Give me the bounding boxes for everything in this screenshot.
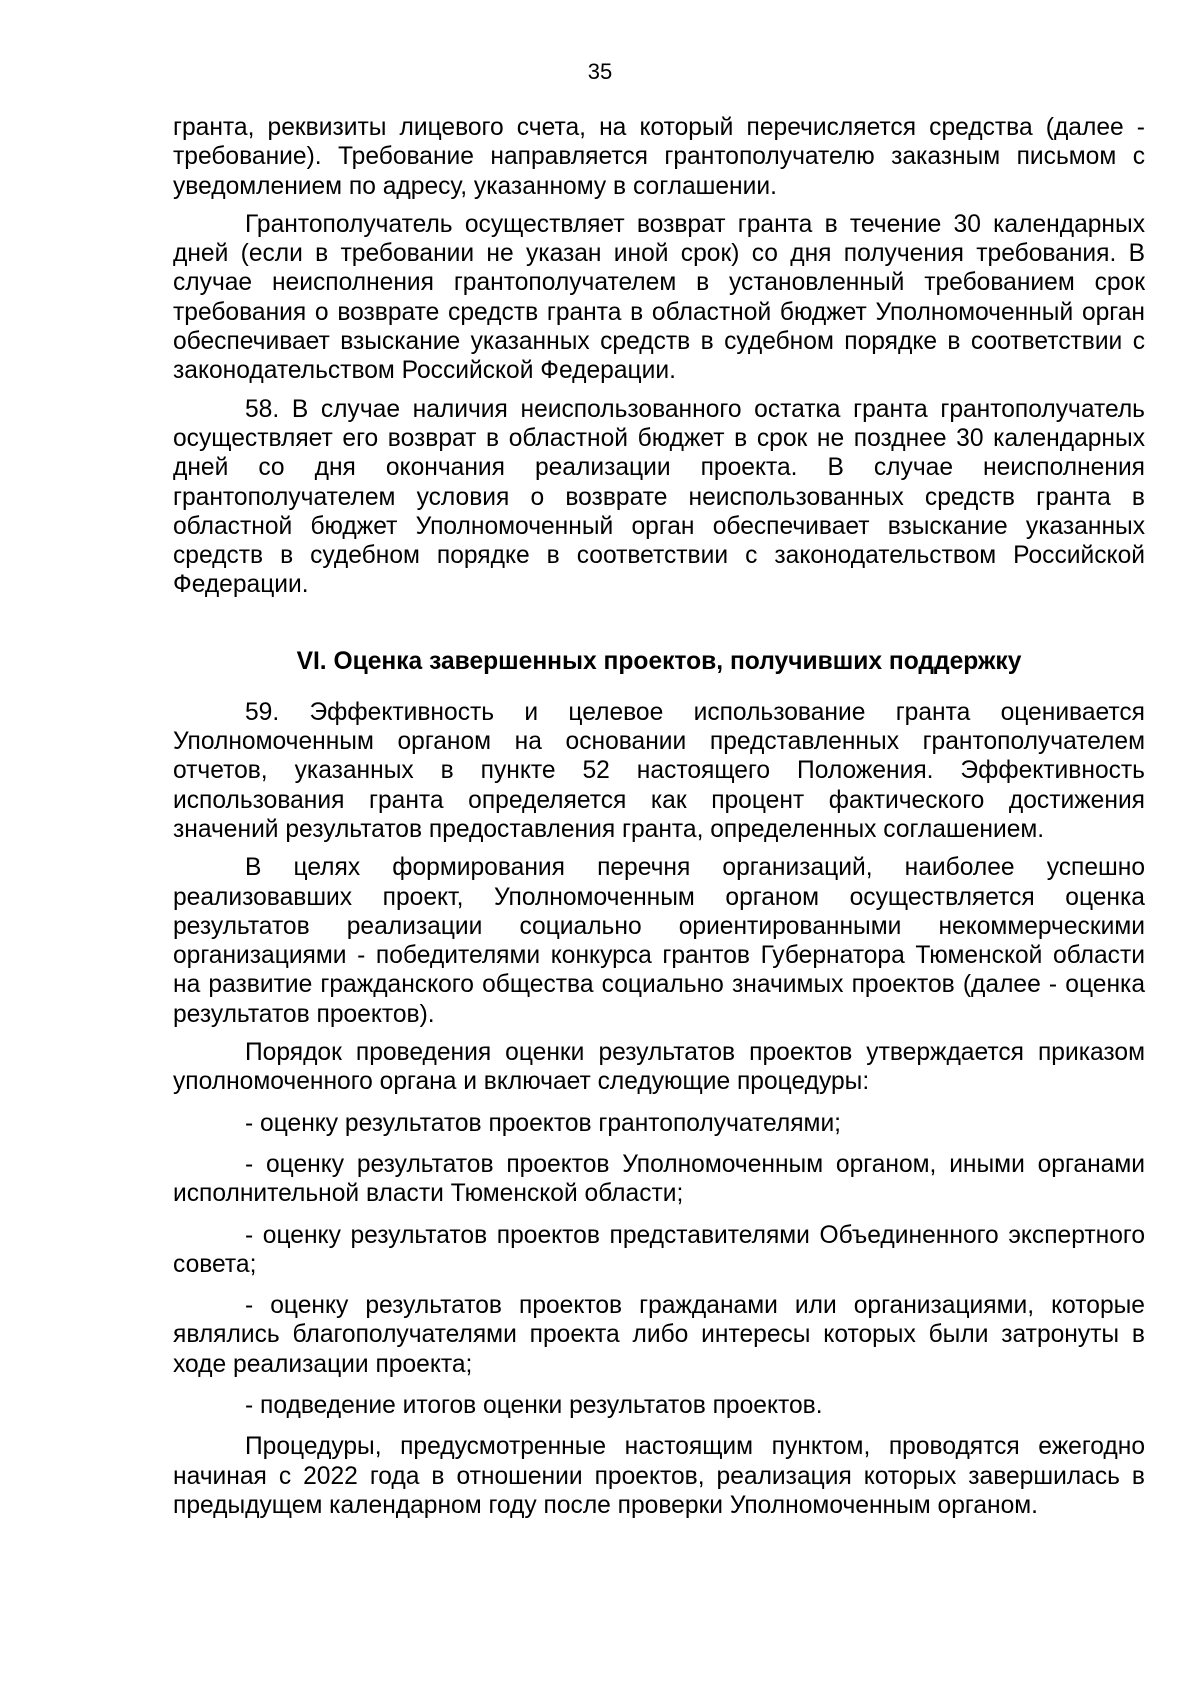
- list-item-citizens: - оценку результатов проектов гражданами или организациями, которые являлись благополучателями проекта либо интересы которых были затронуты в ходе реализации проекта;: [173, 1292, 1145, 1378]
- paragraph-item-59: 59. Эффективность и целевое использование гранта оценивается Уполномоченным органом на основании представленных грантополучателем отчетов, указанных в пункте 52 настоящего Положения. Эффективность использования гранта определяется как процент фактического достижения значений результатов предоставления гранта, определенных соглашением.: [173, 698, 1145, 843]
- document-body: [173, 113, 1145, 1520]
- paragraph-item-58: 58. В случае наличия неиспользованного остатка гранта грантополучатель осуществляет его возврат в областной бюджет в срок не позднее 30 календарных дней со дня окончания реализации проекта. В случае неисполнения грантополучателем условия о возврате неиспользованных средств гранта в областной бюджет Уполномоченный орган обеспечивает взыскание указанных средств в судебном порядке в соответствии с законодательством Российской Федерации.: [173, 395, 1145, 599]
- paragraph-grant-return: Грантополучатель осуществляет возврат гранта в течение 30 календарных дней (если в требовании не указан иной срок) со дня получения требования. В случае неисполнения грантополучателем в установленный требованием срок требования о возврате средств гранта в областной бюджет Уполномоченный орган обеспечивает взыскание указанных средств в судебном порядке в соответствии с законодательством Российской Федерации.: [173, 210, 1145, 385]
- list-item-authority: - оценку результатов проектов Уполномоченным органом, иными органами исполнительной власти Тюменской области;: [173, 1150, 1145, 1208]
- paragraph-evaluation-procedure: Порядок проведения оценки результатов проектов утверждается приказом уполномоченного органа и включает следующие процедуры:: [173, 1039, 1145, 1096]
- list-item-expert-council: - оценку результатов проектов представителями Объединенного экспертного совета;: [173, 1221, 1145, 1278]
- list-item-summary: - подведение итогов оценки результатов проектов.: [245, 1391, 823, 1419]
- list-item-grantees: - оценку результатов проектов грантополучателями;: [245, 1109, 842, 1137]
- page-number: 35: [587, 59, 613, 84]
- paragraph-continuation: гранта, реквизиты лицевого счета, на который перечисляется средства (далее - требование). Требование направляется грантополучателю заказным письмом с уведомлением по адресу, указанному в соглашении.: [173, 114, 1145, 200]
- section-heading: VI. Оценка завершенных проектов, получивших поддержку: [296, 647, 1022, 675]
- paragraph-annual-procedures: Процедуры, предусмотренные настоящим пунктом, проводятся ежегодно начиная с 2022 года в отношении проектов, реализация которых завершилась в предыдущем календарном году после проверки Уполномоченным органом.: [173, 1433, 1145, 1519]
- paragraph-evaluation-purpose: В целях формирования перечня организаций, наиболее успешно реализовавших проект, Уполномоченным органом осуществляется оценка результатов реализации социально ориентированными некоммерческими организациями - победителями конкурса грантов Губернатора Тюменской области на развитие гражданского общества социально значимых проектов (далее - оценка результатов проектов).: [173, 854, 1145, 1028]
